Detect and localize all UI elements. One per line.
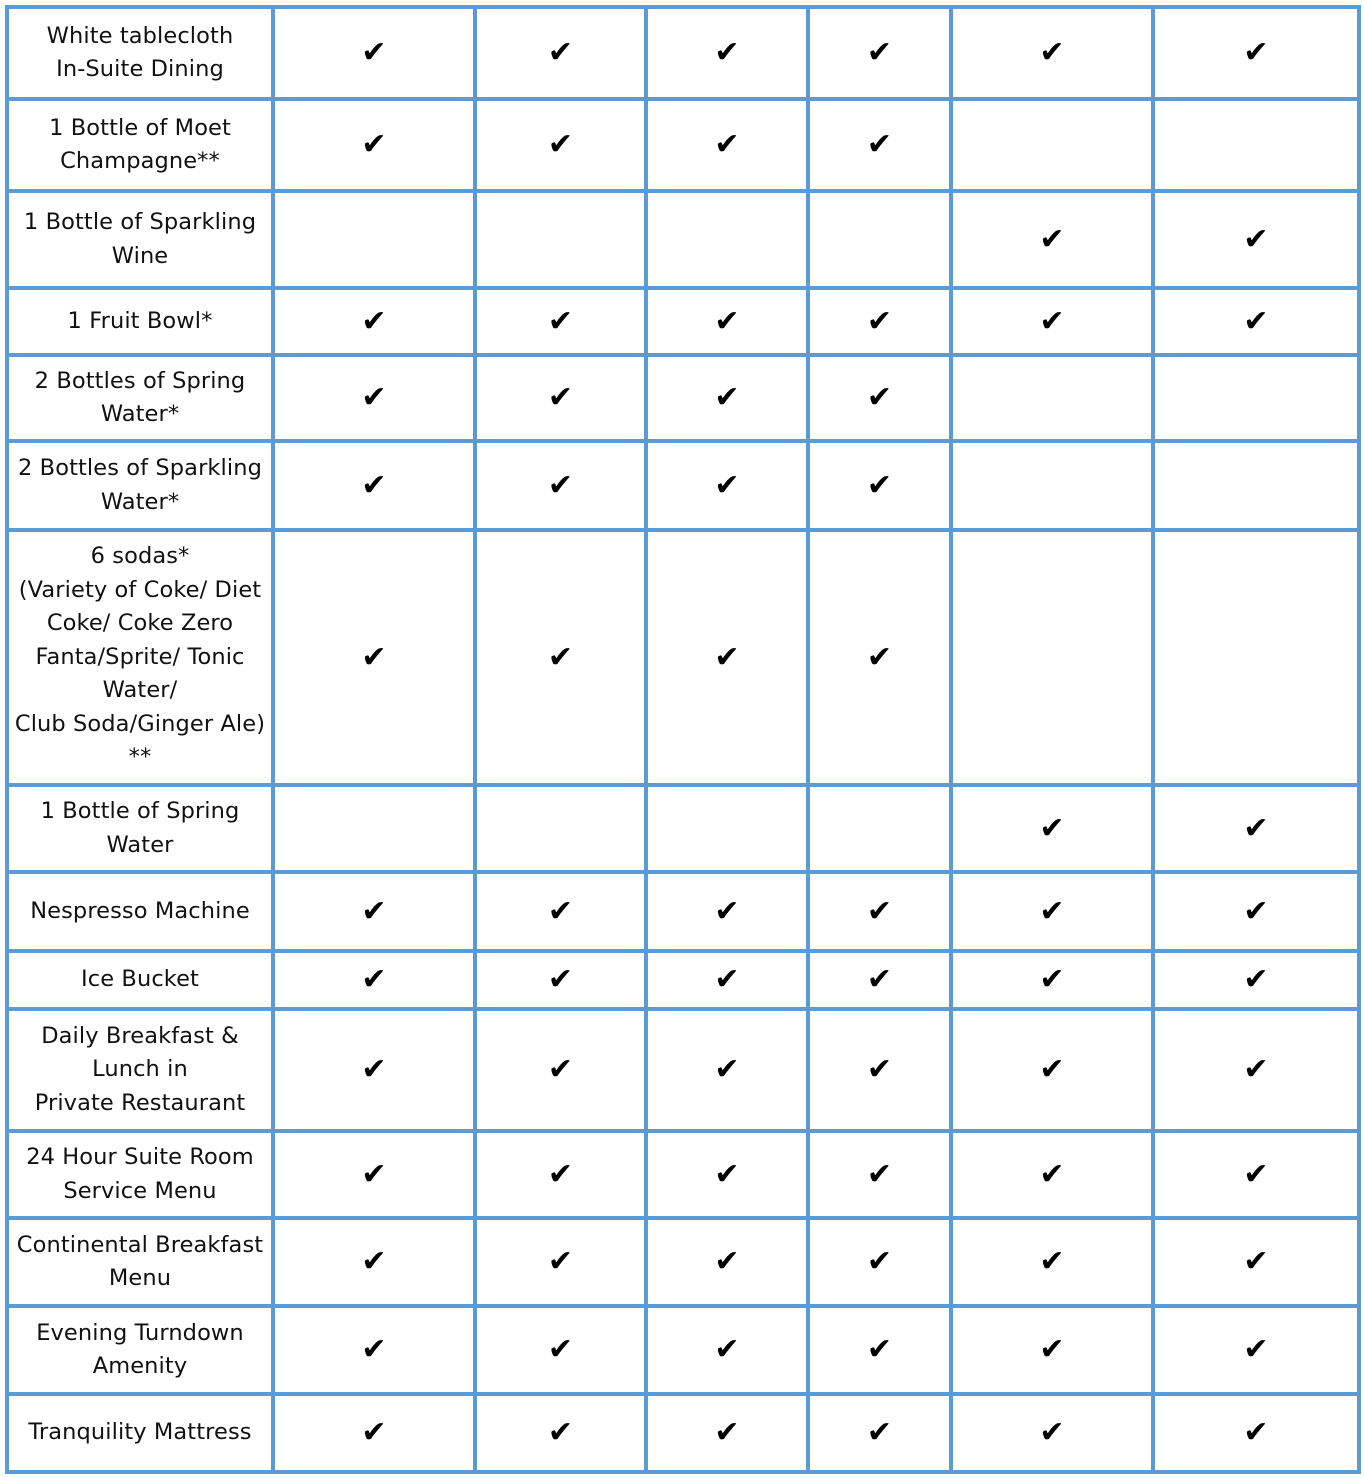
amenity-label: 24 Hour Suite Room Service Menu [7,1131,273,1218]
check-icon: ✔ [808,288,951,355]
check-icon: ✔ [1153,7,1359,99]
table-row [7,1131,1359,1218]
amenity-label: 1 Bottle of Sparkling Wine [7,191,273,288]
amenity-label: Evening Turndown Amenity [7,1306,273,1394]
empty-cell [475,191,646,288]
check-icon: ✔ [808,1009,951,1131]
check-icon: ✔ [646,1218,808,1306]
check-icon: ✔ [1153,1009,1359,1131]
check-icon: ✔ [475,355,646,441]
check-icon: ✔ [273,1394,475,1472]
empty-cell [646,191,808,288]
empty-cell [1153,441,1359,530]
amenity-label: Continental Breakfast Menu [7,1218,273,1306]
amenities-table-body [7,7,1359,1472]
check-icon: ✔ [475,441,646,530]
table-row [7,7,1359,99]
amenity-label: Tranquility Mattress [7,1394,273,1472]
check-icon: ✔ [1153,951,1359,1009]
amenities-table [5,5,1361,1474]
empty-cell [646,785,808,872]
check-icon: ✔ [951,7,1153,99]
table-row [7,99,1359,191]
empty-cell [273,191,475,288]
check-icon: ✔ [1153,1306,1359,1394]
amenity-label: Daily Breakfast & Lunch in Private Restaurant [7,1009,273,1131]
empty-cell [808,785,951,872]
check-icon: ✔ [1153,288,1359,355]
check-icon: ✔ [273,288,475,355]
check-icon: ✔ [646,872,808,951]
check-icon: ✔ [273,1306,475,1394]
check-icon: ✔ [273,441,475,530]
check-icon: ✔ [475,1394,646,1472]
table-row [7,951,1359,1009]
check-icon: ✔ [475,288,646,355]
check-icon: ✔ [646,951,808,1009]
check-icon: ✔ [951,1394,1153,1472]
table-row [7,1218,1359,1306]
check-icon: ✔ [951,1218,1153,1306]
empty-cell [951,355,1153,441]
empty-cell [951,530,1153,785]
check-icon: ✔ [1153,1131,1359,1218]
empty-cell [1153,99,1359,191]
check-icon: ✔ [1153,872,1359,951]
empty-cell [475,785,646,872]
table-row [7,1394,1359,1472]
check-icon: ✔ [475,1009,646,1131]
check-icon: ✔ [951,1131,1153,1218]
table-row [7,530,1359,785]
amenity-label: Ice Bucket [7,951,273,1009]
check-icon: ✔ [1153,191,1359,288]
check-icon: ✔ [475,1306,646,1394]
check-icon: ✔ [475,99,646,191]
amenity-label: 1 Bottle of Moet Champagne** [7,99,273,191]
check-icon: ✔ [808,7,951,99]
amenity-label: 2 Bottles of Sparkling Water* [7,441,273,530]
check-icon: ✔ [475,1218,646,1306]
check-icon: ✔ [951,1306,1153,1394]
check-icon: ✔ [646,441,808,530]
check-icon: ✔ [273,7,475,99]
table-row [7,1009,1359,1131]
check-icon: ✔ [808,1218,951,1306]
check-icon: ✔ [273,99,475,191]
check-icon: ✔ [646,1306,808,1394]
check-icon: ✔ [273,1131,475,1218]
check-icon: ✔ [808,441,951,530]
check-icon: ✔ [475,872,646,951]
check-icon: ✔ [808,355,951,441]
table-row [7,785,1359,872]
check-icon: ✔ [951,872,1153,951]
empty-cell [808,191,951,288]
table-row [7,441,1359,530]
check-icon: ✔ [951,785,1153,872]
check-icon: ✔ [808,99,951,191]
check-icon: ✔ [475,951,646,1009]
table-row [7,1306,1359,1394]
check-icon: ✔ [646,288,808,355]
check-icon: ✔ [475,1131,646,1218]
check-icon: ✔ [646,1009,808,1131]
empty-cell [1153,530,1359,785]
check-icon: ✔ [646,530,808,785]
check-icon: ✔ [646,7,808,99]
table-row [7,288,1359,355]
check-icon: ✔ [273,1218,475,1306]
check-icon: ✔ [1153,1394,1359,1472]
check-icon: ✔ [1153,785,1359,872]
check-icon: ✔ [808,530,951,785]
check-icon: ✔ [808,1394,951,1472]
empty-cell [273,785,475,872]
check-icon: ✔ [951,951,1153,1009]
empty-cell [951,441,1153,530]
check-icon: ✔ [951,288,1153,355]
check-icon: ✔ [808,951,951,1009]
check-icon: ✔ [808,1306,951,1394]
amenity-label: 2 Bottles of Spring Water* [7,355,273,441]
check-icon: ✔ [273,530,475,785]
amenities-table-wrapper [5,5,1361,1474]
amenity-label: Nespresso Machine [7,872,273,951]
empty-cell [1153,355,1359,441]
check-icon: ✔ [273,355,475,441]
amenity-label: 1 Fruit Bowl* [7,288,273,355]
check-icon: ✔ [475,530,646,785]
check-icon: ✔ [646,1131,808,1218]
check-icon: ✔ [475,7,646,99]
amenity-label: 1 Bottle of Spring Water [7,785,273,872]
empty-cell [951,99,1153,191]
check-icon: ✔ [808,1131,951,1218]
check-icon: ✔ [273,872,475,951]
check-icon: ✔ [1153,1218,1359,1306]
table-row [7,872,1359,951]
check-icon: ✔ [273,1009,475,1131]
amenity-label: 6 sodas* (Variety of Coke/ Diet Coke/ Coke Zero Fanta/Sprite/ Tonic Water/ Club Soda/Ginger Ale) ** [7,530,273,785]
check-icon: ✔ [951,191,1153,288]
table-row [7,355,1359,441]
check-icon: ✔ [273,951,475,1009]
check-icon: ✔ [646,355,808,441]
amenity-label: White tablecloth In-Suite Dining [7,7,273,99]
check-icon: ✔ [951,1009,1153,1131]
check-icon: ✔ [646,1394,808,1472]
check-icon: ✔ [646,99,808,191]
check-icon: ✔ [808,872,951,951]
table-row [7,191,1359,288]
